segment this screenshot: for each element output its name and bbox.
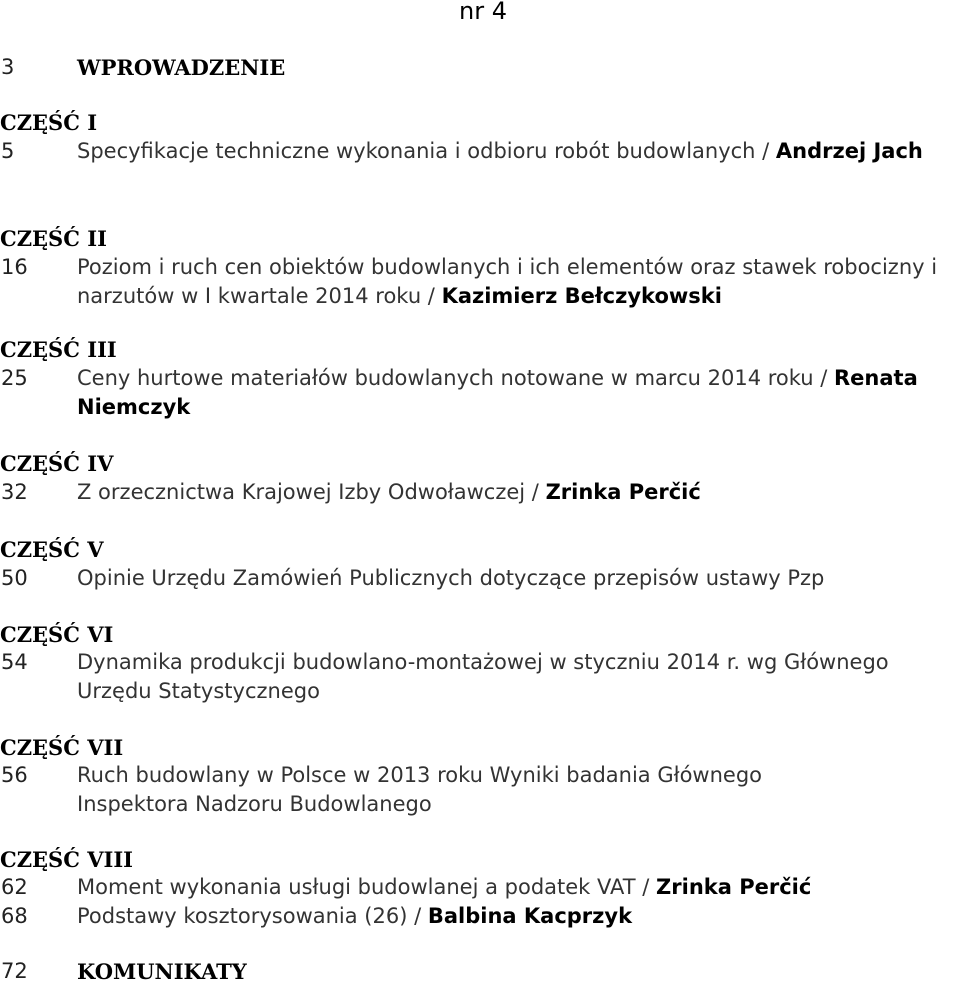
entry-title: Moment wykonania usługi budowlanej a podatek VAT / bbox=[77, 875, 657, 899]
page-number: 50 bbox=[1, 566, 28, 590]
part-heading: CZĘŚĆ V bbox=[0, 537, 104, 562]
entry-text bbox=[77, 564, 960, 593]
entry-title: Poziom i ruch cen obiektów budowlanych i ich elementów oraz stawek robocizny i narzutów w I kwartale 2014 roku / bbox=[77, 255, 938, 308]
entry-title: Podstawy kosztorysowania (26) / bbox=[77, 904, 428, 928]
page-number: 16 bbox=[1, 255, 28, 279]
komunikaty-title: KOMUNIKATY bbox=[77, 959, 247, 984]
page-number: 3 bbox=[1, 55, 15, 79]
entry-title: Opinie Urzędu Zamówień Publicznych dotyczące przepisów ustawy Pzp bbox=[77, 566, 825, 590]
page-number: 56 bbox=[1, 763, 28, 787]
part-heading: CZĘŚĆ VIII bbox=[0, 847, 134, 872]
entry-text bbox=[77, 902, 960, 931]
page-number: 32 bbox=[1, 480, 28, 504]
entry-text bbox=[77, 761, 877, 819]
page-number: 54 bbox=[1, 650, 28, 674]
entry-title: Z orzecznictwa Krajowej Izby Odwoławczej / bbox=[77, 480, 546, 504]
entry-title: Ceny hurtowe materiałów budowlanych notowane w marcu 2014 roku / bbox=[77, 366, 835, 390]
entry-title: Ruch budowlany w Polsce w 2013 roku Wyniki badania Głównego Inspektora Nadzoru Budowlanego bbox=[77, 763, 763, 816]
part-heading: CZĘŚĆ IV bbox=[0, 451, 114, 476]
entry-author: Zrinka Perčić bbox=[545, 480, 701, 504]
entry-author: Kazimierz Bełczykowski bbox=[441, 284, 722, 308]
entry-text bbox=[77, 253, 960, 311]
page-number: 25 bbox=[1, 366, 28, 390]
part-heading: CZĘŚĆ II bbox=[0, 226, 107, 251]
page-number: 72 bbox=[1, 959, 28, 983]
part-heading: CZĘŚĆ I bbox=[0, 110, 98, 135]
issue-number: nr 4 bbox=[459, 0, 507, 25]
entry-text bbox=[77, 478, 960, 507]
entry-author: Renata Niemczyk bbox=[77, 366, 918, 419]
entry-author: Zrinka Perčić bbox=[656, 875, 812, 899]
entry-title: Dynamika produkcji budowlano-montażowej w styczniu 2014 r. wg Głównego Urzędu Statystycznego bbox=[77, 650, 889, 703]
entry-text bbox=[77, 364, 960, 422]
entry-title: Specyfikacje techniczne wykonania i odbioru robót budowlanych / bbox=[77, 139, 776, 163]
part-heading: CZĘŚĆ III bbox=[0, 337, 117, 362]
entry-author: Andrzej Jach bbox=[775, 139, 923, 163]
page-number: 62 bbox=[1, 875, 28, 899]
entry-author: Balbina Kacprzyk bbox=[427, 904, 633, 928]
entry-text bbox=[77, 137, 960, 166]
entry-text bbox=[77, 648, 897, 706]
page-number: 68 bbox=[1, 904, 28, 928]
part-heading: CZĘŚĆ VI bbox=[0, 622, 114, 647]
page-number: 5 bbox=[1, 139, 15, 163]
part-heading: CZĘŚĆ VII bbox=[0, 735, 124, 760]
entry-text bbox=[77, 873, 960, 902]
intro-title: WPROWADZENIE bbox=[77, 55, 286, 80]
